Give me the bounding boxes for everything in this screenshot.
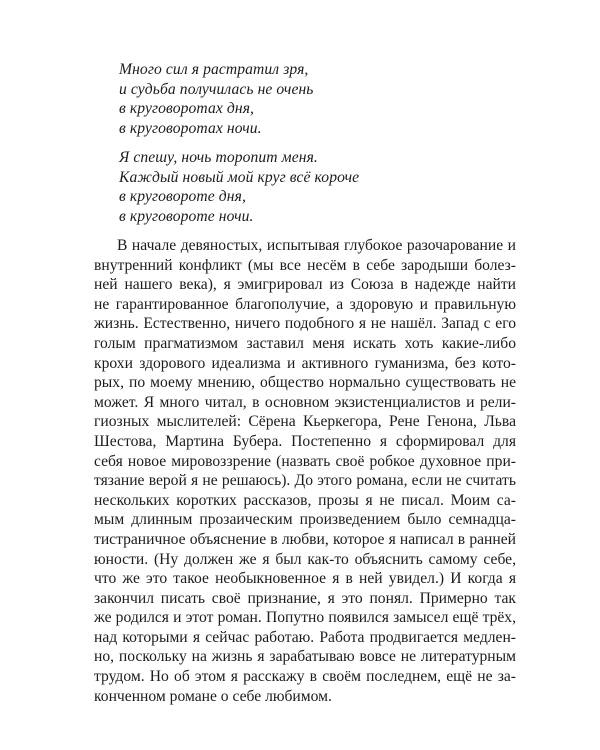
- poem-stanza-1: [119, 60, 314, 138]
- prose-line: В начале девяностых, испытывая глубокое разочарование и: [117, 237, 516, 254]
- poem-line: в круговороте ночи.: [119, 207, 254, 225]
- prose-line: гиозных мыслителей: Сёрена Кьеркегора, Рене Генона, Льва: [94, 413, 516, 431]
- poem-line: Много сил я растратил зря,: [119, 61, 309, 78]
- prose-line: юности. (Ну должен же я был как-то объяснить самому себе,: [94, 550, 516, 568]
- poem-line: в круговоротах дня,: [119, 100, 255, 117]
- prose-line: может. Я много читал, в основном экзистенциалистов и рели-: [94, 393, 516, 411]
- prose-line: внутренний конфликт (мы все несём в себе зародыши болез-: [94, 256, 516, 274]
- prose-line: тязание верой я не решаюсь). До этого романа, если не считать: [94, 472, 516, 490]
- prose-line: мым длинным прозаическим произведением было семнадца-: [94, 511, 516, 529]
- poem-stanza-2: [119, 148, 359, 226]
- poem-line: в круговороте дня,: [119, 188, 246, 205]
- prose-line: голым прагматизмом заставил меня искать хоть какие-либо: [94, 334, 516, 352]
- prose-line: нескольких коротких рассказов, прозы я не писал. Моим са-: [94, 491, 516, 509]
- poem-line: в круговоротах ночи.: [119, 119, 262, 137]
- prose-line: закончил писать своё признание, я это понял. Примерно так: [94, 589, 516, 607]
- prose-line: над которыми я сейчас работаю. Работа продвигается медлен-: [94, 628, 516, 646]
- prose-line: но, поскольку на жизнь я зарабатываю вовсе не литературным: [94, 648, 516, 666]
- prose-line: трудом. Но об этом я расскажу в своём последнем, ещё не за-: [94, 668, 516, 686]
- prose-line: крохи здорового идеализма и активного гуманизма, без кото-: [94, 354, 516, 372]
- prose-line: себя новое мировоззрение (назвать своё робкое духовное при-: [94, 452, 516, 470]
- prose-line: ней нашего века), я эмигрировал из Союза в надежде найти: [94, 276, 516, 294]
- prose-line: что же это такое необыкновенное я в ней увидел.) И когда я: [94, 570, 516, 588]
- prose-line: конченном романе о себе любимом.: [94, 687, 332, 705]
- prose-line: жизнь. Естественно, ничего подобного я не нашёл. Запад с его: [94, 315, 516, 333]
- prose-paragraph: [94, 236, 516, 706]
- prose-line: тистраничное объяснение в любви, которое я написал в ранней: [94, 530, 516, 548]
- poem-line: и судьба получилась не очень: [119, 80, 314, 98]
- prose-line: же родился и этот роман. Попутно появился замысел ещё трёх,: [94, 609, 516, 627]
- prose-line: не гарантированное благополучие, а здоровую и правильную: [94, 295, 516, 313]
- poem-line: Я спешу, ночь торопит меня.: [119, 149, 318, 166]
- poem-line: Каждый новый мой круг всё короче: [119, 168, 360, 186]
- prose-line: Шестова, Мартина Бубера. Постепенно я сформировал для: [94, 432, 516, 450]
- prose-line: рых, по моему мнению, общество нормально существовать не: [94, 374, 516, 392]
